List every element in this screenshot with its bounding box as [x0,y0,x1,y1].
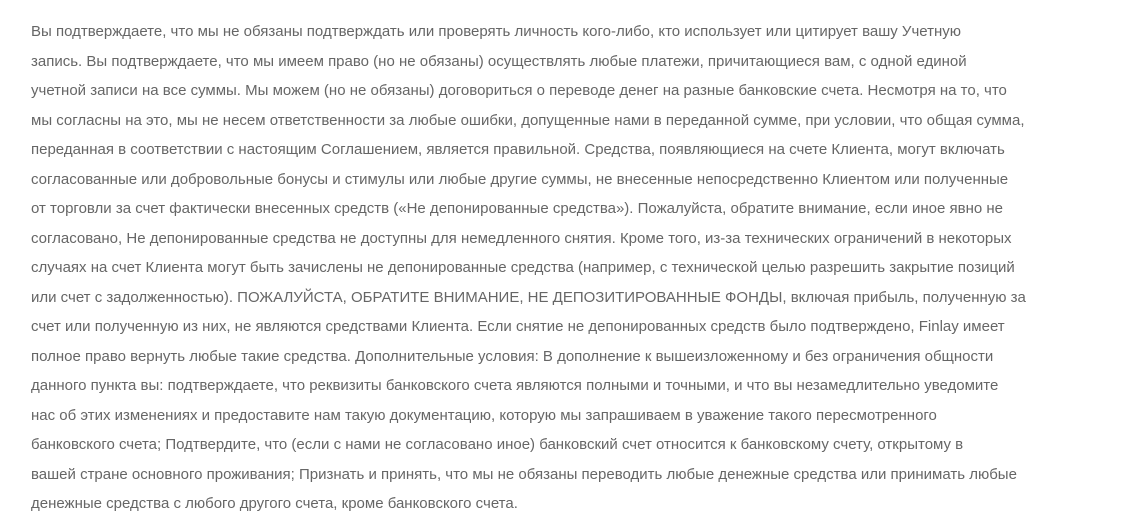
paragraph-line: случаях на счет Клиента могут быть зачислены не депонированные средства (например, с технической целью разрешить закрытие позиций [31,259,1015,276]
paragraph-line: денежные средства с любого другого счета, кроме банковского счета. [31,495,518,512]
paragraph-line: банковского счета; Подтвердите, что (если с нами не согласовано иное) банковский счет относится к банковскому счету, открытому в [31,436,964,453]
terms-paragraph [31,17,1118,519]
paragraph-line: полное право вернуть любые такие средства. Дополнительные условия: В дополнение к вышеизложенному и без ограничения общности [31,347,994,365]
paragraph-line: Вы подтверждаете, что мы не обязаны подтверждать или проверять личность кого-либо, кто использует или цитирует вашу Учетную [31,23,962,40]
paragraph-line: данного пункта вы: подтверждаете, что реквизиты банковского счета являются полными и точными, и что вы незамедлительно уведомите [31,377,999,394]
paragraph-line: учетной записи на все суммы. Мы можем (но не обязаны) договориться о переводе денег на разные банковские счета. Несмотря на то, что [31,82,1007,99]
paragraph-line: согласовано, Не депонированные средства не доступны для немедленного снятия. Кроме того, из-за технических ограничений в некоторых [31,229,1012,247]
paragraph-line: счет или полученную из них, не являются средствами Клиента. Если снятие не депонированных средств было подтверждено, Finlay имеет [31,318,1005,335]
paragraph-line: нас об этих изменениях и предоставите нам такую документацию, которую мы запрашиваем в уважение такого пересмотренного [31,406,937,424]
paragraph-line: согласованные или добровольные бонусы и стимулы или любые другие суммы, не внесенные непосредственно Клиентом или полученные [31,170,1009,188]
paragraph-line: или счет с задолженностью). ПОЖАЛУЙСТА, ОБРАТИТЕ ВНИМАНИЕ, НЕ ДЕПОЗИТИРОВАННЫЕ ФОНДЫ, включая прибыль, полученную за [31,288,1026,306]
paragraph-line: запись. Вы подтверждаете, что мы имеем право (но не обязаны) осуществлять любые платежи, причитающиеся вам, с одной единой [31,52,967,70]
paragraph-line: вашей стране основного проживания; Признать и принять, что мы не обязаны переводить любые денежные средства или принимать любые [31,465,1017,483]
paragraph-line: переданная в соответствии с настоящим Соглашением, является правильной. Средства, появляющиеся на счете Клиента, могут включать [31,141,1005,158]
paragraph-line: мы согласны на это, мы не несем ответственности за любые ошибки, допущенные нами в переданной сумме, при условии, что общая сумма, [31,111,1025,129]
paragraph-line: от торговли за счет фактически внесенных средств («Не депонированные средства»). Пожалуйста, обратите внимание, если иное явно не [31,200,1004,217]
